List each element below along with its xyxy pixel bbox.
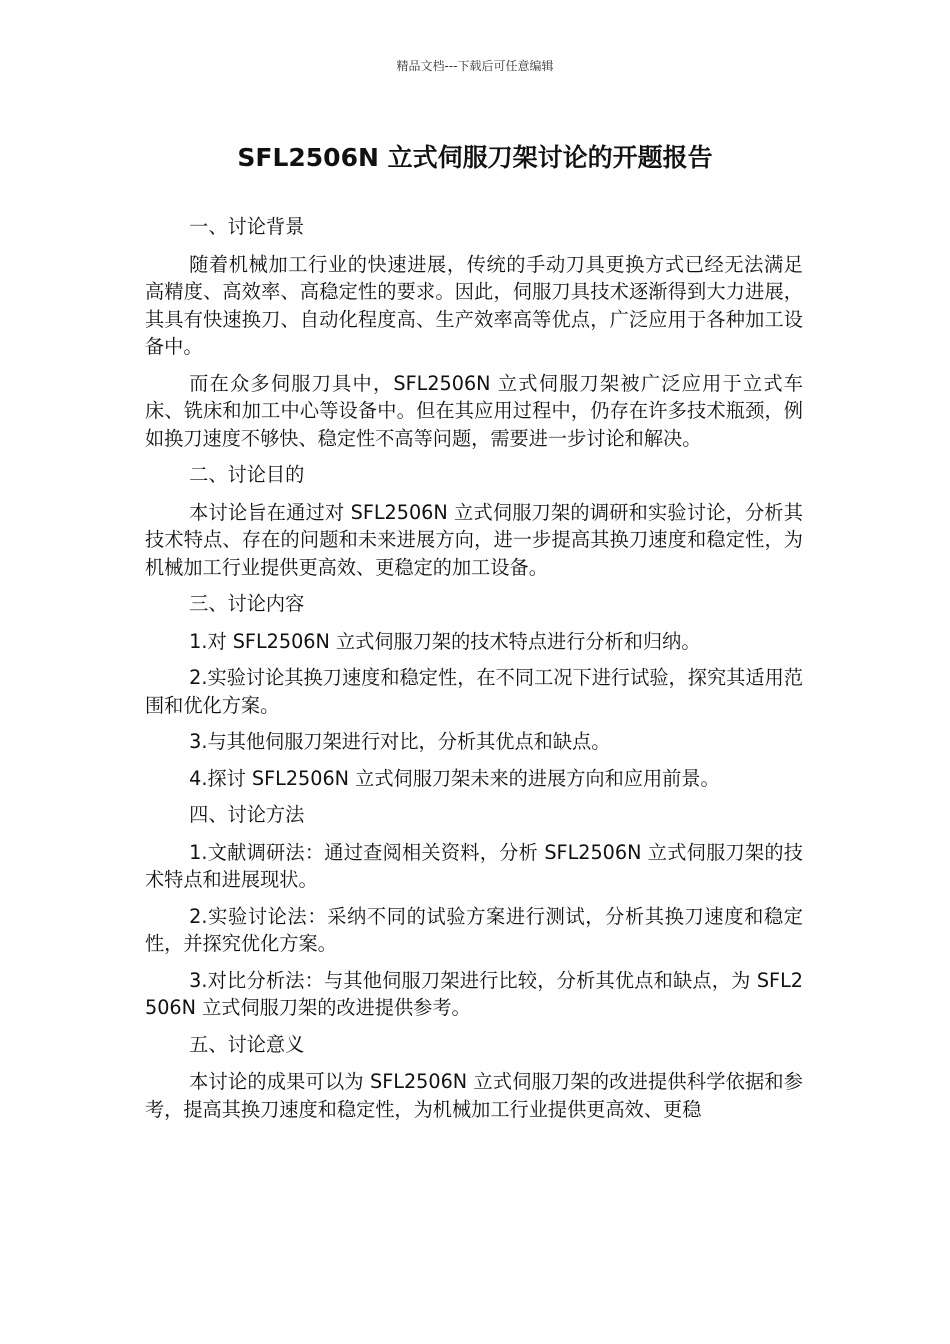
section-heading-background: 一、讨论背景 xyxy=(189,215,305,238)
list-item-content-2: 2.实验讨论其换刀速度和稳定性，在不同工况下进行试验，探究其适用范围和优化方案。 xyxy=(145,666,803,717)
paragraph-significance: 本讨论的成果可以为 SFL2506N 立式伺服刀架的改进提供科学依据和参考，提高其换刀速度和稳定性，为机械加工行业提供更高效、更稳 xyxy=(145,1070,803,1121)
section-heading-significance: 五、讨论意义 xyxy=(189,1032,305,1056)
section-heading-content: 三、讨论内容 xyxy=(189,592,305,615)
page-header-banner: 精品文档---下载后可任意编辑 xyxy=(396,59,554,73)
section-heading-method: 四、讨论方法 xyxy=(189,803,305,826)
paragraph-purpose: 本讨论旨在通过对 SFL2506N 立式伺服刀架的调研和实验讨论，分析其技术特点、存在的问题和未来进展方向，进一步提高其换刀速度和稳定性，为机械加工行业提供更高效、更稳定的加工设备。 xyxy=(145,500,803,579)
paragraph-background-2: 而在众多伺服刀具中，SFL2506N 立式伺服刀架被广泛应用于立式车床、铣床和加工中心等设备中。但在其应用过程中，仍存在许多技术瓶颈，例如换刀速度不够快、稳定性不高等问题，需要进一步讨论和解决。 xyxy=(145,371,803,450)
document-body xyxy=(145,213,803,1132)
list-item-method-3: 3.对比分析法：与其他伺服刀架进行比较，分析其优点和缺点，为 SFL2506N 立式伺服刀架的改进提供参考。 xyxy=(145,968,803,1019)
document-title: SFL2506N 立式伺服刀架讨论的开题报告 xyxy=(237,143,713,172)
list-item-content-3: 3.与其他伺服刀架进行对比，分析其优点和缺点。 xyxy=(189,730,611,753)
list-item-method-1: 1.文献调研法：通过查阅相关资料，分析 SFL2506N 立式伺服刀架的技术特点和进展现状。 xyxy=(145,840,803,891)
list-item-content-1: 1.对 SFL2506N 立式伺服刀架的技术特点进行分析和归纳。 xyxy=(189,629,701,653)
section-heading-purpose: 二、讨论目的 xyxy=(189,463,305,486)
list-item-content-4: 4.探讨 SFL2506N 立式伺服刀架未来的进展方向和应用前景。 xyxy=(189,766,720,790)
paragraph-background-1: 随着机械加工行业的快速进展，传统的手动刀具更换方式已经无法满足高精度、高效率、高稳定性的要求。因此，伺服刀具技术逐渐得到大力进展，其具有快速换刀、自动化程度高、生产效率高等优点，广泛应用于各种加工设备中。 xyxy=(145,252,803,358)
list-item-method-2: 2.实验讨论法：采纳不同的试验方案进行测试，分析其换刀速度和稳定性，并探究优化方案。 xyxy=(145,904,803,955)
